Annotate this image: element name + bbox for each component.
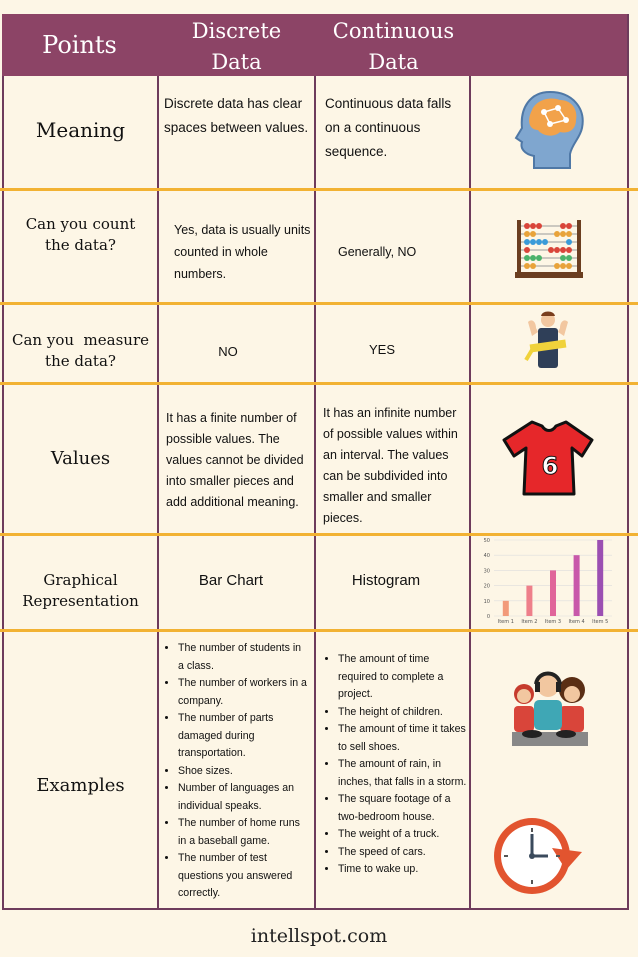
list-item: • The height of children.: [338, 704, 468, 722]
list-item: • The number of workers in a company.: [178, 675, 308, 710]
list-item: • The square footage of a two-bedroom house.: [338, 791, 468, 826]
count-discrete: Yes, data is usually units counted in whole numbers.: [174, 223, 311, 281]
header-discrete-line1: Discrete: [191, 19, 282, 43]
list-item: • The number of test questions you answered correctly.: [178, 850, 308, 903]
row-label-meaning: Meaning: [35, 118, 126, 142]
row-label-graphical: [4, 570, 157, 612]
row-label-count: [4, 214, 157, 256]
x-tick-label: Item 1: [497, 619, 514, 625]
list-item: • The weight of a truck.: [338, 826, 468, 844]
table-header: [2, 14, 629, 76]
list-item: • Time to wake up.: [338, 861, 468, 879]
column-divider: [314, 76, 316, 909]
y-tick-label: 20: [483, 583, 490, 590]
x-tick-label: Item 4: [568, 619, 585, 625]
abacus-icon: [515, 218, 583, 280]
graph-continuous: Histogram: [351, 572, 421, 589]
y-tick-label: 50: [483, 538, 490, 544]
x-tick-label: Item 5: [592, 619, 609, 625]
header-continuous-line1: Continuous: [332, 19, 455, 43]
header-continuous: [316, 16, 471, 78]
row-divider: [0, 629, 638, 632]
row-divider: [0, 382, 638, 385]
measure-label-line1: Can you measure: [12, 331, 149, 349]
count-continuous: Generally, NO: [338, 245, 417, 259]
values-continuous: It has an infinite number of possible values within an interval. The values can be subdivided into smaller and smaller pieces.: [323, 406, 458, 525]
x-tick-label: Item 3: [544, 619, 562, 625]
bar: [503, 601, 509, 616]
meaning-discrete: Discrete data has clear spaces between values.: [164, 96, 309, 135]
bar: [574, 555, 580, 616]
row-divider: [0, 188, 638, 191]
y-tick-label: 0: [486, 614, 490, 620]
bar-chart: [478, 534, 618, 628]
measure-discrete: NO: [218, 344, 238, 359]
row-label-measure: [4, 330, 157, 372]
brain-head-icon: [510, 88, 588, 170]
svg-text:6: 6: [541, 452, 559, 480]
y-tick-label: 40: [483, 553, 490, 560]
list-item: • The amount of rain, in inches, that falls in a storm.: [338, 756, 468, 791]
measuring-tape-person-icon: [522, 310, 574, 374]
table-bottom-border: [2, 908, 629, 910]
column-divider: [469, 76, 471, 909]
examples-continuous-list: [320, 651, 468, 879]
tshirt-number-6-icon: [502, 418, 594, 498]
row-label-values: Values: [50, 448, 111, 469]
list-item: • The amount of time required to complete a project.: [338, 651, 468, 704]
list-item: • The number of students in a class.: [178, 640, 308, 675]
graph-discrete: Bar Chart: [198, 572, 264, 589]
values-discrete: It has a finite number of possible values. The values cannot be divided into smaller pieces and add additional meaning.: [166, 411, 304, 509]
row-label-examples: Examples: [36, 775, 125, 796]
people-dj-icon: [502, 668, 596, 752]
row-divider: [0, 302, 638, 305]
count-label-line1: Can you count: [25, 215, 136, 233]
list-item: • Shoe sizes.: [178, 763, 308, 781]
bar: [526, 586, 532, 616]
measure-label-line2: the data?: [45, 352, 116, 370]
header-discrete: [159, 16, 314, 78]
measure-continuous: YES: [368, 342, 395, 357]
x-tick-label: Item 2: [521, 619, 538, 625]
footer-site: intellspot.com: [250, 925, 388, 947]
count-label-line2: the data?: [45, 236, 116, 254]
list-item: • Number of languages an individual speaks.: [178, 780, 308, 815]
header-continuous-line2: Data: [368, 50, 419, 74]
list-item: • The number of home runs in a baseball game.: [178, 815, 308, 850]
bar: [597, 540, 603, 616]
meaning-continuous: Continuous data falls on a continuous sequence.: [325, 96, 452, 159]
graphical-label-line2: Representation: [22, 592, 139, 610]
list-item: • The number of parts damaged during transportation.: [178, 710, 308, 763]
list-item: • The amount of time it takes to sell shoes.: [338, 721, 468, 756]
column-divider: [157, 76, 159, 909]
clock-icon: [490, 812, 584, 898]
y-tick-label: 30: [483, 568, 490, 575]
column-divider: [627, 14, 629, 909]
header-discrete-line2: Data: [211, 50, 262, 74]
bar: [550, 570, 556, 616]
header-points: Points: [42, 31, 117, 59]
graphical-label-line1: Graphical: [43, 571, 118, 589]
examples-discrete-list: [160, 640, 308, 903]
list-item: • The speed of cars.: [338, 844, 468, 862]
y-tick-label: 10: [483, 598, 490, 605]
